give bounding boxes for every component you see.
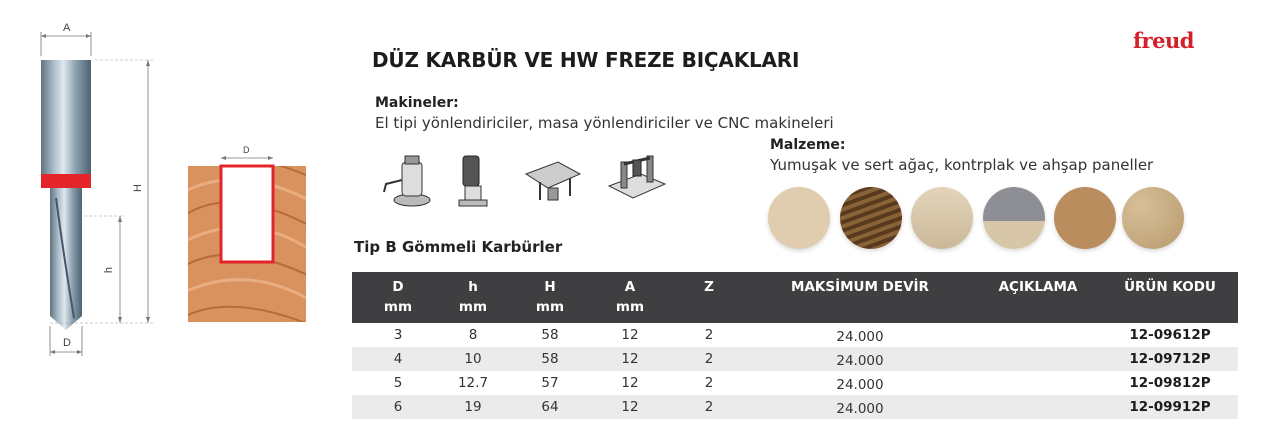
dim-h-label: h	[103, 266, 116, 274]
cell-A: 12	[621, 327, 639, 343]
col-H: H mm	[535, 279, 565, 315]
cell-rpm: 24.000	[836, 329, 884, 345]
cell-Z: 2	[704, 399, 714, 415]
laminated-panel-swatch	[983, 187, 1045, 249]
router-bit-diagram	[20, 18, 170, 363]
cell-h: 10	[464, 351, 482, 367]
cell-h: 19	[464, 399, 482, 415]
cell-h: 12.7	[457, 375, 489, 391]
machines-text: El tipi yönlendiriciler, masa yönlendiriciler ve CNC makineleri	[375, 114, 834, 132]
dim-A-label: A	[63, 22, 71, 34]
cut-profile-diagram	[188, 150, 306, 322]
cell-Z: 2	[704, 375, 714, 391]
cell-H: 57	[541, 375, 559, 391]
table-row	[352, 347, 1238, 371]
cell-rpm: 24.000	[836, 353, 884, 369]
material-text: Yumuşak ve sert ağaç, kontrplak ve ahşap paneller	[770, 156, 1154, 174]
col-product-code: ÜRÜN KODU	[1124, 279, 1216, 295]
machines-label: Makineler:	[375, 95, 459, 111]
table-header	[352, 272, 1238, 323]
table-row	[352, 323, 1238, 347]
cell-D: 6	[393, 399, 403, 415]
cell-rpm: 24.000	[836, 377, 884, 393]
page-title: DÜZ KARBÜR VE HW FREZE BIÇAKLARI	[372, 48, 800, 72]
router-table-icon	[520, 152, 584, 206]
cell-H: 64	[541, 399, 559, 415]
red-collar	[41, 174, 91, 188]
handheld-router-icon	[378, 150, 438, 210]
col-description: AÇIKLAMA	[998, 279, 1078, 295]
cell-H: 58	[541, 327, 559, 343]
col-Z: Z	[704, 279, 714, 295]
mdf-swatch	[1054, 187, 1116, 249]
section-subtitle: Tip B Gömmeli Karbürler	[354, 238, 563, 256]
cell-D: 5	[393, 375, 403, 391]
table-row	[352, 395, 1238, 419]
cell-H: 58	[541, 351, 559, 367]
particleboard-swatch	[1122, 187, 1184, 249]
cell-product-code: 12-09712P	[1129, 351, 1211, 367]
cell-D: 4	[393, 351, 403, 367]
cell-Z: 2	[704, 351, 714, 367]
cell-rpm: 24.000	[836, 401, 884, 417]
trim-router-icon	[455, 152, 495, 210]
cell-A: 12	[621, 375, 639, 391]
col-h: h mm	[458, 279, 488, 315]
cell-product-code: 12-09912P	[1129, 399, 1211, 415]
cell-A: 12	[621, 351, 639, 367]
spec-table	[352, 272, 1238, 419]
dim-D-label: D	[63, 337, 71, 349]
material-label: Malzeme:	[770, 137, 846, 153]
cell-A: 12	[621, 399, 639, 415]
hardwood-swatch	[840, 187, 902, 249]
cell-D: 3	[393, 327, 403, 343]
cell-Z: 2	[704, 327, 714, 343]
col-max-rpm: MAKSİMUM DEVİR	[791, 279, 929, 295]
cell-product-code: 12-09812P	[1129, 375, 1211, 391]
brand-logo: freud	[1133, 28, 1194, 53]
softwood-swatch	[768, 187, 830, 249]
cnc-machine-icon	[605, 150, 669, 208]
table-row	[352, 371, 1238, 395]
cell-product-code: 12-09612P	[1129, 327, 1211, 343]
profile-dim-D-label: D	[243, 145, 250, 155]
col-D: D mm	[383, 279, 413, 315]
dim-H-label: H	[131, 184, 144, 192]
plywood-swatch	[911, 187, 973, 249]
col-A: A mm	[615, 279, 645, 315]
cell-h: 8	[468, 327, 478, 343]
